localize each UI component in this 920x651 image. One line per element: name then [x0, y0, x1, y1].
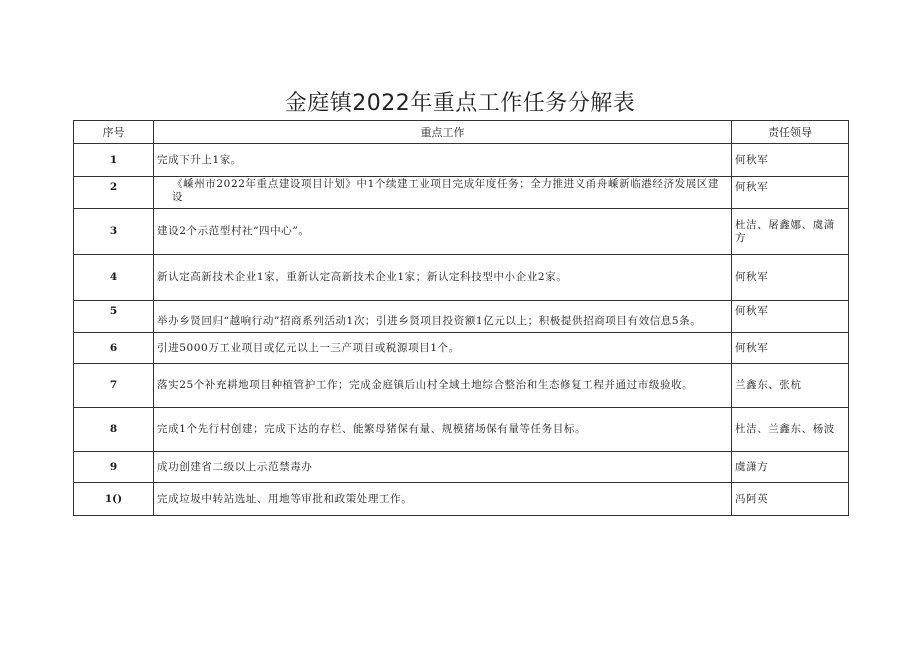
- table-row: [74, 144, 849, 177]
- table-row: [74, 408, 849, 452]
- table-row: [74, 483, 849, 516]
- row-number: 1: [74, 144, 154, 177]
- row-number: 2: [74, 177, 154, 209]
- row-number: 7: [74, 364, 154, 408]
- row-number: 9: [74, 452, 154, 483]
- table-row: [74, 452, 849, 483]
- row-lead: 何秋军: [732, 177, 849, 209]
- table-row: [74, 255, 849, 301]
- table-header-row: [74, 121, 849, 144]
- row-work: 完成1个先行村创建；完成下达的存栏、能繁母猪保有量、规模猪场保有量等任务目标。: [154, 408, 732, 452]
- row-work: 新认定高新技术企业1家，重新认定高新技术企业1家；新认定科技型中小企业2家。: [154, 255, 732, 301]
- table-row: [74, 209, 849, 255]
- header-lead: 责任领导: [732, 121, 849, 144]
- table-row: [74, 364, 849, 408]
- row-lead: 何秋军: [732, 333, 849, 364]
- row-number: 8: [74, 408, 154, 452]
- row-work: 《嵊州市2022年重点建设项目计划》中1个续建工业项目完成年度任务；全力推进义甬舟嵊新临港经济发展区建设: [154, 177, 732, 209]
- document-title: 金庭镇2022年重点工作任务分解表: [284, 91, 636, 116]
- row-work: 落实25个补充耕地项目种植管护工作；完成金庭镇后山村全域土地综合整治和生态修复工程并通过市级验收。: [154, 364, 732, 408]
- row-work: 成功创建省二级以上示范禁毒办: [154, 452, 732, 483]
- row-work: 完成下升上1家。: [154, 144, 732, 177]
- row-work: 引进5000万工业项目或亿元以上一三产项目或税源项目1个。: [154, 333, 732, 364]
- row-number: 6: [74, 333, 154, 364]
- table-row: [74, 177, 849, 209]
- header-no: 序号: [74, 121, 154, 144]
- row-number: 3: [74, 209, 154, 255]
- row-work: 举办乡贤回归“越响行动”招商系列活动1次；引进乡贤项目投资额1亿元以上；积极提供招商项目有效信息5条。: [154, 301, 732, 333]
- row-lead: 冯阿英: [732, 483, 849, 516]
- row-lead: 何秋军: [732, 301, 849, 333]
- row-number: 5: [74, 301, 154, 333]
- table-row: [74, 301, 849, 333]
- row-lead: 虞潇方: [732, 452, 849, 483]
- row-lead: 杜洁、屠鑫娜、虞潇方: [732, 209, 849, 255]
- row-work: 建设2个示范型村社“四中心”。: [154, 209, 732, 255]
- row-lead: 何秋军: [732, 144, 849, 177]
- row-lead: 杜洁、兰鑫东、杨波: [732, 408, 849, 452]
- table-row: [74, 333, 849, 364]
- header-work: 重点工作: [154, 121, 732, 144]
- row-number: 1(): [74, 483, 154, 516]
- task-table: [73, 120, 849, 516]
- row-number: 4: [74, 255, 154, 301]
- row-lead: 兰鑫东、张杭: [732, 364, 849, 408]
- row-work: 完成垃圾中转站选址、用地等审批和政策处理工作。: [154, 483, 732, 516]
- row-lead: 何秋军: [732, 255, 849, 301]
